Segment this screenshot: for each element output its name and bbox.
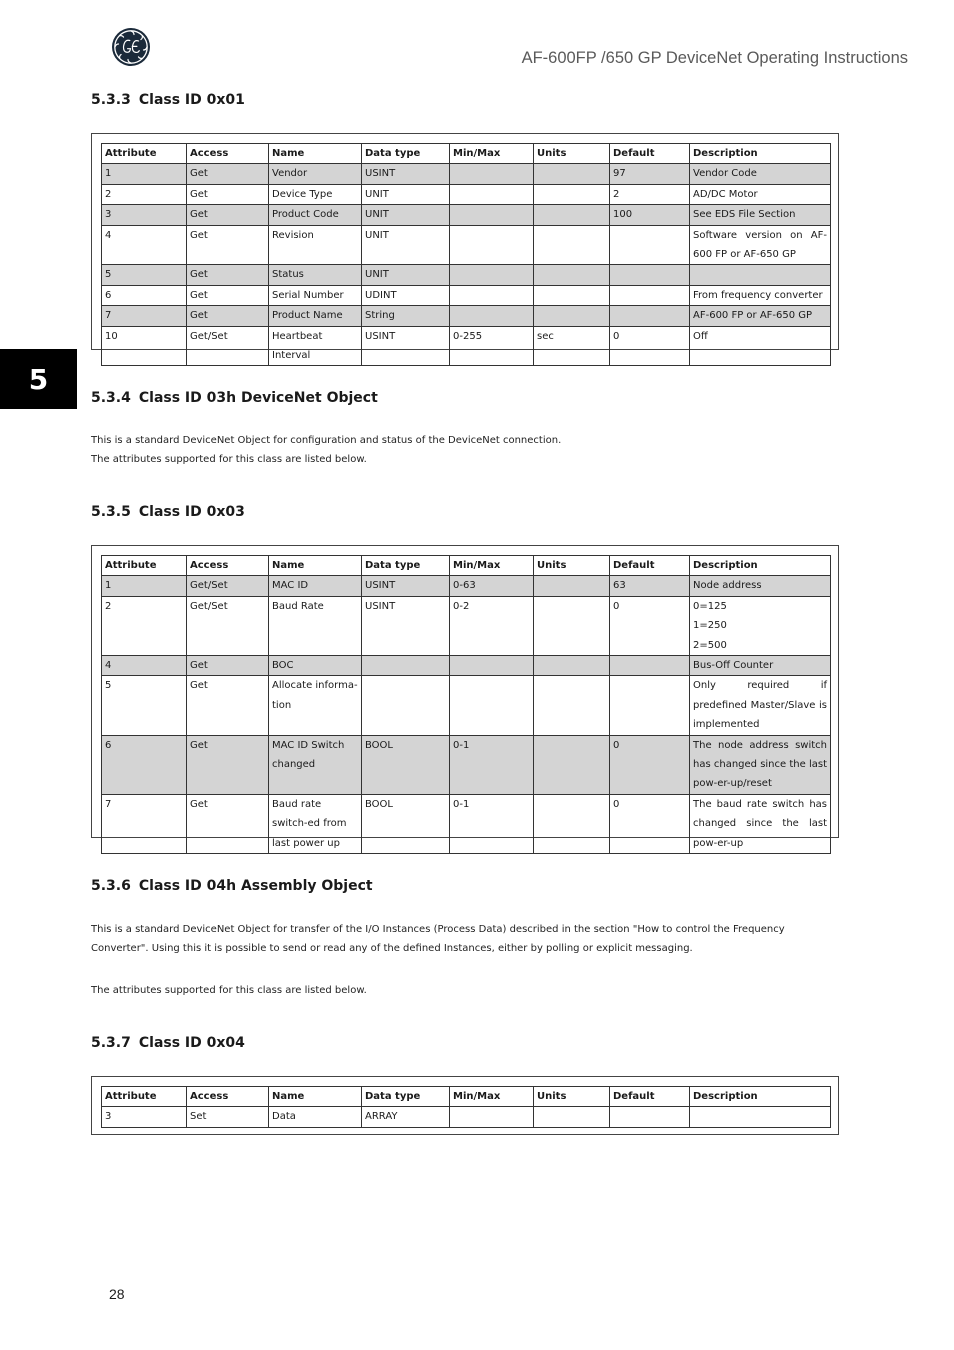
header-units: Units [534, 1087, 610, 1107]
cell-units [534, 306, 610, 326]
cell-minmax [450, 225, 534, 265]
paragraph-line: The attributes supported for this class are listed below. [91, 454, 367, 465]
cell-default [610, 265, 690, 285]
cell-attribute: 3 [102, 205, 187, 225]
cell-minmax [450, 1107, 534, 1127]
cell-description: AF-600 FP or AF-650 GP [690, 306, 831, 326]
cell-units [534, 164, 610, 184]
cell-access: Get [187, 205, 269, 225]
section-title: Class ID 04h Assembly Object [138, 878, 373, 894]
cell-datatype: UNIT [362, 184, 450, 204]
cell-default: 100 [610, 205, 690, 225]
table-row [102, 656, 831, 676]
cell-minmax: 0-63 [450, 576, 534, 596]
cell-units: sec [534, 326, 610, 366]
table-row [102, 576, 831, 596]
section-title: Class ID 0x04 [138, 1035, 245, 1051]
cell-access: Get/Set [187, 596, 269, 655]
cell-description: AD/DC Motor [690, 184, 831, 204]
cell-datatype: USINT [362, 576, 450, 596]
table-header-row [102, 1087, 831, 1107]
cell-access: Get [187, 164, 269, 184]
cell-default: 0 [610, 735, 690, 794]
cell-units [534, 735, 610, 794]
header-attribute: Attribute [102, 556, 187, 576]
cell-units [534, 656, 610, 676]
table-row [102, 225, 831, 265]
cell-default [610, 225, 690, 265]
table-row [102, 326, 831, 366]
cell-datatype: ARRAY [362, 1107, 450, 1127]
cell-minmax: 0-2 [450, 596, 534, 655]
cell-access: Get [187, 285, 269, 305]
cell-attribute: 2 [102, 596, 187, 655]
cell-units [534, 794, 610, 853]
cell-datatype [362, 656, 450, 676]
paragraph-line: This is a standard DeviceNet Object for configuration and status of the DeviceNet connection. [91, 435, 562, 446]
cell-attribute: 5 [102, 265, 187, 285]
header-name: Name [269, 1087, 362, 1107]
cell-name: Vendor [269, 164, 362, 184]
cell-description [690, 1107, 831, 1127]
header-default: Default [610, 144, 690, 164]
cell-attribute: 3 [102, 1107, 187, 1127]
cell-name: BOC [269, 656, 362, 676]
table-row [102, 164, 831, 184]
cell-units [534, 676, 610, 735]
cell-access: Get [187, 184, 269, 204]
table-row [102, 676, 831, 735]
cell-description: From frequency converter [690, 285, 831, 305]
cell-name: Allocate informa-tion [269, 676, 362, 735]
cell-attribute: 6 [102, 285, 187, 305]
section-title: Class ID 0x01 [138, 92, 245, 108]
chapter-tab: 5 [0, 349, 77, 409]
section-heading-5-3-7 [91, 1035, 245, 1051]
cell-datatype: String [362, 306, 450, 326]
header-data-type: Data type [362, 144, 450, 164]
cell-access: Get/Set [187, 326, 269, 366]
ge-logo [111, 27, 151, 67]
cell-minmax [450, 656, 534, 676]
section-heading-5-3-3 [91, 92, 245, 108]
section-heading-5-3-5 [91, 504, 245, 520]
cell-datatype: UNIT [362, 225, 450, 265]
cell-datatype: UDINT [362, 285, 450, 305]
cell-default: 0 [610, 794, 690, 853]
cell-name: MAC ID [269, 576, 362, 596]
cell-units [534, 1107, 610, 1127]
section-number: 5.3.4 [91, 390, 131, 406]
table-row [102, 794, 831, 853]
table-row [102, 735, 831, 794]
cell-units [534, 285, 610, 305]
cell-name: Status [269, 265, 362, 285]
cell-name: Data [269, 1107, 362, 1127]
header-description: Description [690, 1087, 831, 1107]
table-row [102, 265, 831, 285]
cell-description: The node address switch has changed since the last pow-er-up/reset [690, 735, 831, 794]
cell-datatype: UNIT [362, 205, 450, 225]
table-box-class-0x01 [91, 133, 839, 362]
attribute-table-class-0x03 [101, 555, 831, 854]
cell-minmax [450, 676, 534, 735]
table-row [102, 1107, 831, 1127]
cell-default: 2 [610, 184, 690, 204]
cell-access: Get/Set [187, 576, 269, 596]
cell-default [610, 656, 690, 676]
cell-access: Get [187, 794, 269, 853]
header-access: Access [187, 556, 269, 576]
cell-minmax: 0-255 [450, 326, 534, 366]
cell-default [610, 1107, 690, 1127]
cell-minmax: 0-1 [450, 794, 534, 853]
header-units: Units [534, 556, 610, 576]
page-number: 28 [109, 1286, 125, 1302]
cell-units [534, 205, 610, 225]
cell-access: Get [187, 306, 269, 326]
document-title: AF-600FP /650 GP DeviceNet Operating Instructions [521, 49, 908, 67]
cell-access: Set [187, 1107, 269, 1127]
header-units: Units [534, 144, 610, 164]
section-number: 5.3.6 [91, 878, 131, 894]
header-access: Access [187, 144, 269, 164]
table-row [102, 596, 831, 655]
cell-description: The baud rate switch has changed since the last pow-er-up [690, 794, 831, 853]
cell-description: Only required if predefined Master/Slave is implemented [690, 676, 831, 735]
section-description [91, 431, 843, 469]
table-box-class-0x04 [91, 1076, 839, 1135]
cell-name: Revision [269, 225, 362, 265]
section-number: 5.3.7 [91, 1035, 131, 1051]
cell-attribute: 2 [102, 184, 187, 204]
section-heading-5-3-6 [91, 878, 373, 894]
cell-units [534, 265, 610, 285]
cell-datatype: USINT [362, 596, 450, 655]
header-default: Default [610, 556, 690, 576]
cell-default [610, 285, 690, 305]
header-min-max: Min/Max [450, 1087, 534, 1107]
cell-minmax [450, 306, 534, 326]
cell-default: 97 [610, 164, 690, 184]
header-name: Name [269, 556, 362, 576]
table-row [102, 306, 831, 326]
cell-description: See EDS File Section [690, 205, 831, 225]
cell-name: Baud Rate [269, 596, 362, 655]
cell-attribute: 4 [102, 656, 187, 676]
cell-default: 0 [610, 596, 690, 655]
cell-datatype: BOOL [362, 794, 450, 853]
header-access: Access [187, 1087, 269, 1107]
section-description: The attributes supported for this class are listed below. [91, 985, 367, 996]
cell-name: Serial Number [269, 285, 362, 305]
cell-access: Get [187, 265, 269, 285]
cell-description: Node address [690, 576, 831, 596]
section-number: 5.3.5 [91, 504, 131, 520]
table-row [102, 285, 831, 305]
section-heading-5-3-4 [91, 390, 378, 406]
header-min-max: Min/Max [450, 556, 534, 576]
table-header-row [102, 556, 831, 576]
cell-default [610, 676, 690, 735]
cell-units [534, 576, 610, 596]
cell-name: Device Type [269, 184, 362, 204]
header-description: Description [690, 556, 831, 576]
cell-attribute: 5 [102, 676, 187, 735]
cell-attribute: 1 [102, 576, 187, 596]
cell-access: Get [187, 676, 269, 735]
cell-attribute: 6 [102, 735, 187, 794]
cell-attribute: 1 [102, 164, 187, 184]
cell-minmax [450, 205, 534, 225]
cell-name: Heartbeat Interval [269, 326, 362, 366]
section-title: Class ID 03h DeviceNet Object [138, 390, 378, 406]
cell-units [534, 225, 610, 265]
cell-attribute: 7 [102, 306, 187, 326]
cell-default: 0 [610, 326, 690, 366]
cell-description: Bus-Off Counter [690, 656, 831, 676]
attribute-table-class-0x01 [101, 143, 831, 366]
attribute-table-class-0x04 [101, 1086, 831, 1128]
cell-minmax [450, 285, 534, 305]
cell-name: MAC ID Switch changed [269, 735, 362, 794]
cell-minmax [450, 265, 534, 285]
cell-description: Software version on AF-600 FP or AF-650 GP [690, 225, 831, 265]
table-box-class-0x03 [91, 545, 839, 849]
cell-access: Get [187, 225, 269, 265]
cell-name: Baud rate switch-ed from last power up [269, 794, 362, 853]
cell-units [534, 184, 610, 204]
header-attribute: Attribute [102, 144, 187, 164]
cell-description [690, 265, 831, 285]
header-data-type: Data type [362, 556, 450, 576]
cell-datatype: USINT [362, 326, 450, 366]
header-data-type: Data type [362, 1087, 450, 1107]
cell-name: Product Code [269, 205, 362, 225]
cell-description: 0=125 1=250 2=500 [690, 596, 831, 655]
section-number: 5.3.3 [91, 92, 131, 108]
cell-datatype [362, 676, 450, 735]
cell-description: Off [690, 326, 831, 366]
section-title: Class ID 0x03 [138, 504, 245, 520]
table-header-row [102, 144, 831, 164]
cell-default [610, 306, 690, 326]
cell-attribute: 4 [102, 225, 187, 265]
cell-minmax: 0-1 [450, 735, 534, 794]
section-description: This is a standard DeviceNet Object for transfer of the I/O Instances (Process Data) described in the section "How to control the Frequency Converter". Using this it is possible to send or read any of the defined Instances, either by polling or explicit messaging. [91, 924, 785, 954]
header-description: Description [690, 144, 831, 164]
cell-name: Product Name [269, 306, 362, 326]
header-default: Default [610, 1087, 690, 1107]
cell-default: 63 [610, 576, 690, 596]
cell-datatype: BOOL [362, 735, 450, 794]
cell-minmax [450, 184, 534, 204]
cell-units [534, 596, 610, 655]
cell-datatype: USINT [362, 164, 450, 184]
cell-datatype: UNIT [362, 265, 450, 285]
cell-minmax [450, 164, 534, 184]
header-name: Name [269, 144, 362, 164]
cell-attribute: 7 [102, 794, 187, 853]
cell-access: Get [187, 656, 269, 676]
header-attribute: Attribute [102, 1087, 187, 1107]
cell-attribute: 10 [102, 326, 187, 366]
cell-access: Get [187, 735, 269, 794]
table-row [102, 205, 831, 225]
table-row [102, 184, 831, 204]
header-min-max: Min/Max [450, 144, 534, 164]
cell-description: Vendor Code [690, 164, 831, 184]
